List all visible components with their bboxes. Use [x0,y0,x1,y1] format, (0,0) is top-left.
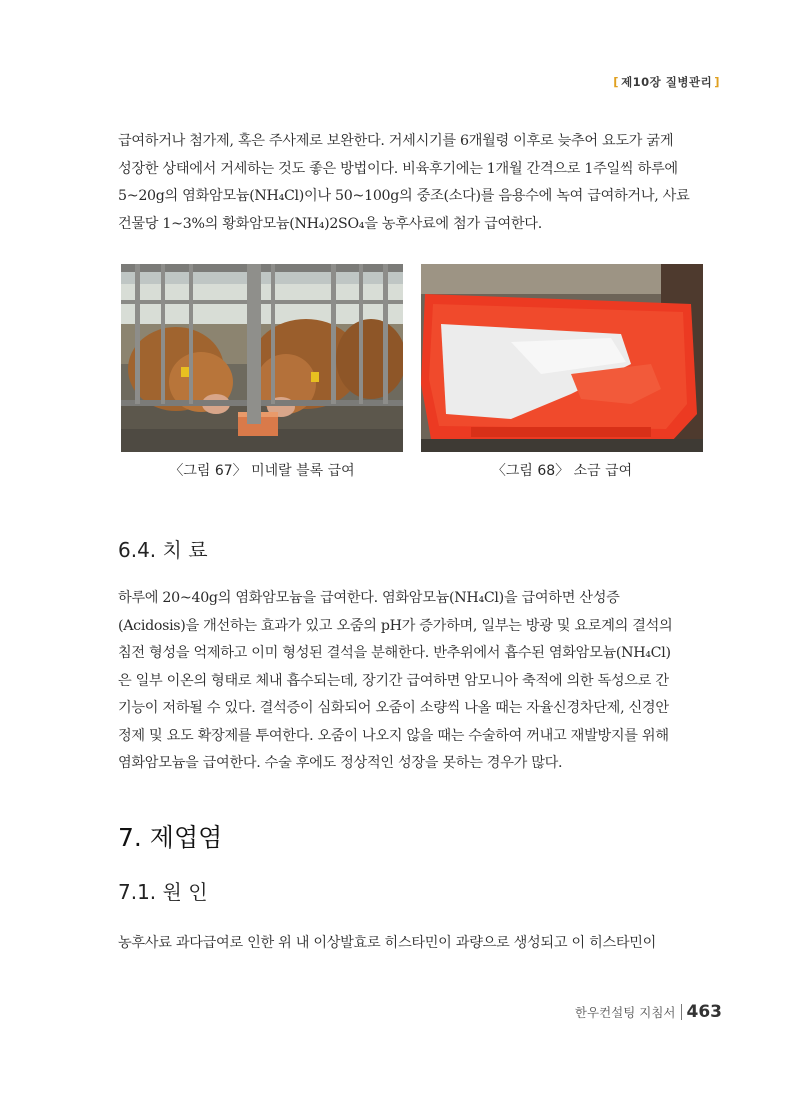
cattle-photo [121,264,403,452]
text-line: 정제 및 요도 확장제를 투여한다. 오줌이 나오지 않을 때는 수술하여 꺼내고 재발방지를 위해 [118,727,669,744]
figure-68-photo [421,264,703,452]
intro-paragraph [118,128,704,238]
footer-divider [681,1004,682,1020]
treatment-paragraph [118,585,704,778]
bracket-left: [ [613,75,620,89]
text-line: 하루에 20~40g의 염화암모늄을 급여한다. 염화암모늄(NH₄Cl)을 급여하면 산성증 [118,590,620,606]
text-line: 침전 형성을 억제하고 이미 형성된 결석을 분해한다. 반추위에서 흡수된 염화암모늄(NH₄Cl) [118,645,671,661]
page-footer [575,1002,722,1022]
chapter-title: 제10장 질병관리 [621,75,713,89]
cause-paragraph [118,930,704,958]
text-line: 염화암모늄을 급여한다. 수술 후에도 정상적인 성장을 못하는 경우가 많다. [118,755,563,771]
text-line: 농후사료 과다급여로 인한 위 내 이상발효로 히스타민이 과량으로 생성되고 이 히스타민이 [118,935,657,951]
figure-67-photo [121,264,403,452]
text-line: 은 일부 이온의 형태로 체내 흡수되는데, 장기간 급여하면 암모니아 축적에 의한 독성으로 간 [118,672,669,689]
text-line: 기능이 저하될 수 있다. 결석증이 심화되어 오줌이 소량씩 나올 때는 자율신경차단제, 신경안 [118,700,669,716]
book-title: 한우컨설팅 지침서 [574,1005,676,1020]
chapter-header [611,74,722,90]
figure-68-caption: 〈그림 68〉 소금 급여 [491,463,633,479]
page-number: 463 [686,1002,722,1022]
text-line: (Acidosis)을 개선하는 효과가 있고 오줌의 pH가 증가하며, 일부는 방광 및 요로계의 결석의 [118,617,673,634]
section-heading-7-1: 7.1. 원 인 [118,880,208,904]
text-line: 건물당 1~3%의 황화암모늄(NH₄)2SO₄을 농후사료에 첨가 급여한다. [118,215,542,232]
chapter-heading-7: 7. 제엽염 [118,823,223,852]
bracket-right: ] [714,75,720,89]
text-line: 성장한 상태에서 거세하는 것도 좋은 방법이다. 비육후기에는 1개월 간격으로 1주일씩 하루에 [118,160,678,177]
figure-67-caption: 〈그림 67〉 미네랄 블록 급여 [169,463,355,479]
section-heading-6-4: 6.4. 치 료 [118,538,208,562]
text-line: 5~20g의 염화암모늄(NH₄Cl)이나 50~100g의 중조(소다)를 음용수에 녹여 급여하거나, 사료 [118,188,690,204]
salt-tray-photo [421,264,703,452]
text-line: 급여하거나 첨가제, 혹은 주사제로 보완한다. 거세시기를 6개월령 이후로 늦추어 요도가 굵게 [118,133,674,149]
